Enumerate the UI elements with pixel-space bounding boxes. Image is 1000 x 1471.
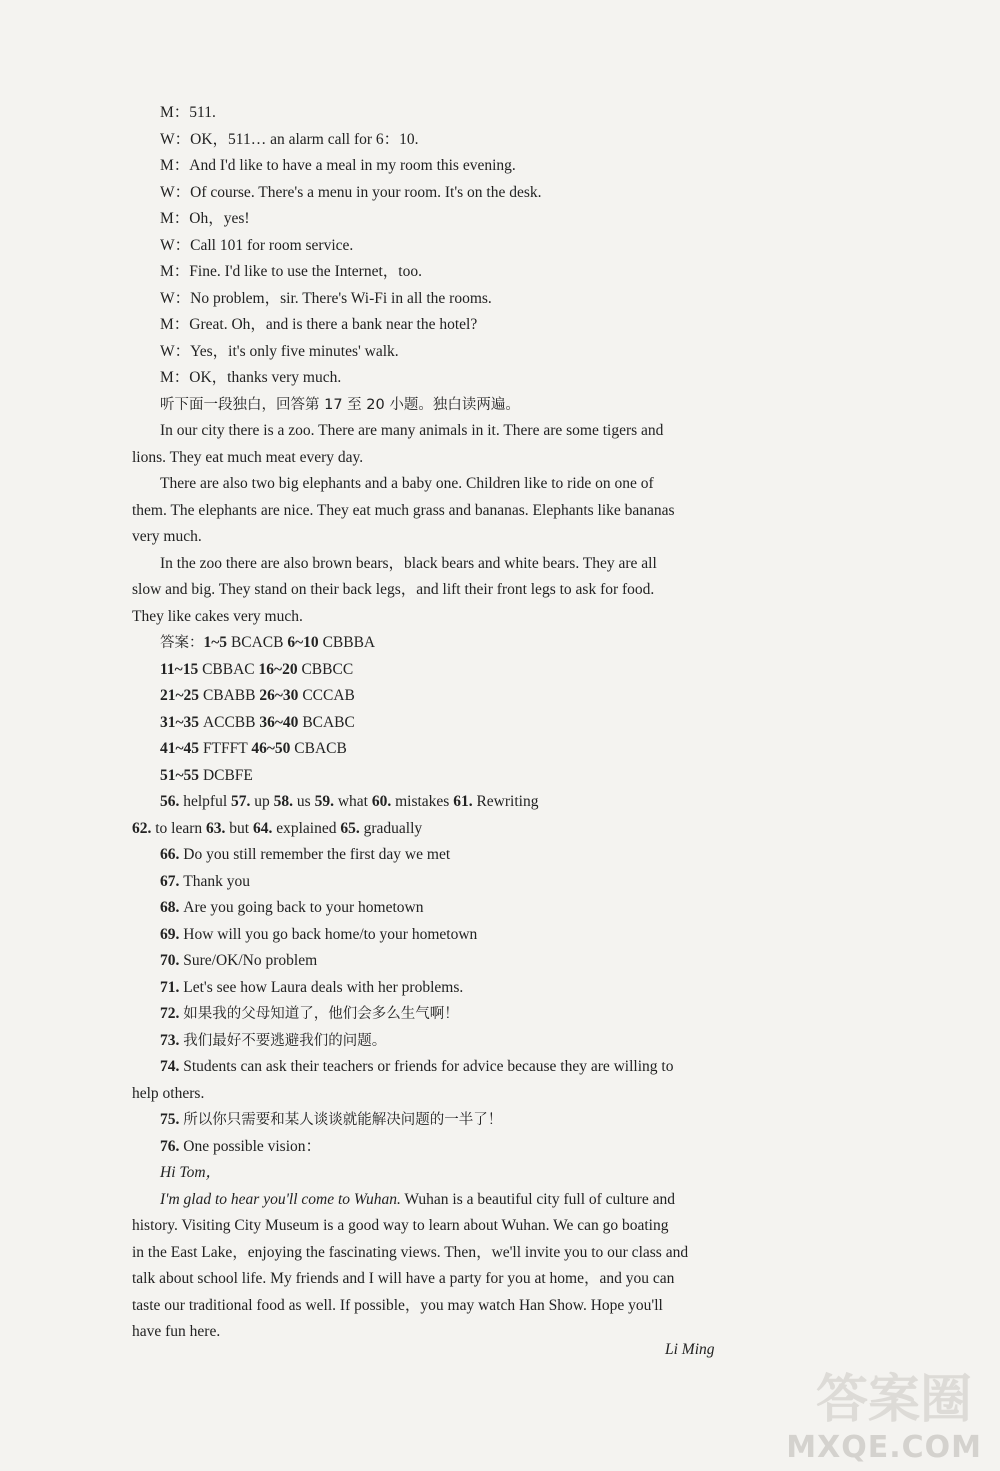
item-text: 如果我的父母知道了，他们会多么生气啊！ — [183, 1006, 459, 1022]
item-number: 62. — [132, 819, 156, 837]
answer-range: 21~25 — [160, 687, 203, 704]
answer-letters: CBABB — [202, 687, 256, 704]
item-text: How will you go back home/to your hometown — [183, 925, 478, 943]
item-text: Students can ask their teachers or friends for advice because they are willing to — [183, 1058, 674, 1075]
answer-letters: DCBFE — [202, 766, 253, 784]
answer-item — [160, 951, 317, 971]
letter-signature: Li Ming — [665, 1341, 715, 1358]
item-number: 70. — [160, 952, 184, 969]
answer-item — [160, 1031, 386, 1051]
item-number: 57. — [231, 793, 255, 810]
item-answer: what — [337, 793, 368, 810]
dialogue-line: M：511. — [160, 104, 216, 121]
item-answer: mistakes — [395, 793, 450, 810]
item-text: One possible vision： — [183, 1137, 322, 1155]
item-number: 60. — [371, 793, 396, 810]
item-text: 所以你只需要和某人谈谈就能解决问题的一半了！ — [183, 1112, 503, 1128]
answer-letters: CBACB — [294, 740, 347, 757]
letter-line: talk about school life. My friends and I will have a party for you at home，and you can — [132, 1270, 675, 1287]
dialogue-line: W：Of course. There's a menu in your room. It's on the desk. — [160, 183, 542, 201]
item-number: 75. — [160, 1111, 184, 1128]
answer-item — [160, 1057, 673, 1077]
answer-letters: CBBBA — [322, 634, 376, 651]
watermark-url: MXQE.COM — [786, 1430, 982, 1465]
watermark — [737, 1357, 982, 1467]
letter-greeting: Hi Tom， — [160, 1164, 222, 1181]
paragraph-line: them. The elephants are nice. They eat much grass and bananas. Elephants like bananas — [132, 501, 675, 519]
answer-item — [160, 872, 250, 892]
item-number: 73. — [160, 1031, 184, 1049]
answer-range: 16~20 — [258, 660, 302, 678]
letter-line: in the East Lake，enjoying the fascinating views. Then，we'll invite you to our class and — [132, 1243, 689, 1261]
answer-item — [160, 1110, 502, 1130]
fill-answers-line — [160, 792, 538, 812]
item-text: 我们最好不要逃避我们的问题。 — [183, 1032, 387, 1049]
paragraph-first-line: In the zoo there are also brown bears，black bears and white bears. They are all — [160, 554, 657, 572]
item-number: 61. — [453, 793, 477, 810]
dialogue-line: M：OK，thanks very much. — [160, 369, 342, 386]
dialogue-line: M：Oh，yes! — [160, 210, 250, 227]
item-text: Do you still remember the first day we met — [183, 846, 451, 863]
dialogue-line: W：No problem，sir. There's Wi-Fi in all the rooms. — [160, 289, 492, 307]
item-text: Let's see how Laura deals with her problems. — [183, 978, 464, 996]
item-number: 68. — [160, 899, 184, 916]
paragraph-line: very much. — [132, 528, 202, 545]
letter-line: have fun here. — [132, 1323, 221, 1340]
paragraph-first-line: In our city there is a zoo. There are many animals in it. There are some tigers and — [160, 422, 664, 439]
answer-row — [160, 739, 347, 759]
answer-range: 46~50 — [251, 740, 295, 757]
watermark-logo: 答案圈 — [815, 1370, 972, 1430]
item-number: 65. — [340, 819, 364, 837]
item-text: Sure/OK/No problem — [183, 952, 318, 969]
dialogue-line: M：And I'd like to have a meal in my room this evening. — [160, 157, 516, 174]
paragraph-line: slow and big. They stand on their back legs，and lift their front legs to ask for food. — [132, 581, 655, 598]
letter-first-line — [160, 1190, 675, 1210]
answer-range: 51~55 — [160, 766, 203, 784]
item-answer: explained — [276, 819, 337, 837]
fill-answers-line — [132, 819, 422, 839]
item-number: 74. — [160, 1058, 184, 1075]
monologue-instruction: 听下面一段独白，回答第 17 至 20 小题。独白读两遍。 — [160, 396, 520, 413]
answer-item — [160, 845, 450, 865]
answer-range: 41~45 — [160, 740, 203, 757]
answer-range: 31~35 — [160, 713, 203, 731]
answer-letters: ACCBB — [202, 713, 256, 731]
paragraph-line: lions. They eat much meat every day. — [132, 448, 364, 466]
item-number: 72. — [160, 1005, 184, 1022]
item-number: 64. — [252, 819, 277, 837]
item-text: Are you going back to your hometown — [183, 899, 424, 916]
answer-item — [160, 1137, 321, 1157]
answer-row — [160, 713, 355, 733]
dialogue-line: W：OK，511… an alarm call for 6：10. — [160, 130, 419, 148]
answer-row — [160, 633, 375, 653]
answer-range: 36~40 — [259, 713, 303, 731]
answer-item — [160, 898, 423, 918]
letter-opening: I'm glad to hear you'll come to Wuhan. — [160, 1190, 401, 1208]
answer-item-continuation: help others. — [132, 1084, 205, 1102]
item-answer: gradually — [363, 819, 423, 837]
item-number: 76. — [160, 1137, 184, 1155]
dialogue-line: M：Great. Oh，and is there a bank near the hotel? — [160, 316, 478, 333]
answer-item — [160, 1004, 459, 1024]
dialogue-line: W：Yes，it's only five minutes' walk. — [160, 342, 399, 360]
item-number: 63. — [206, 819, 230, 837]
item-number: 66. — [160, 846, 184, 863]
answer-range: 1~5 — [203, 634, 231, 651]
item-answer: but — [229, 819, 250, 837]
paragraph-line: They like cakes very much. — [132, 607, 303, 625]
answer-letters: CBBAC — [202, 660, 255, 678]
answer-letters: FTFFT — [202, 740, 248, 757]
letter-text: Wuhan is a beautiful city full of culture and — [400, 1190, 675, 1208]
item-answer: Rewriting — [476, 793, 539, 810]
item-number: 58. — [273, 793, 297, 810]
answer-letters: CCCAB — [302, 687, 355, 704]
answer-row — [160, 766, 253, 786]
answer-row — [160, 660, 353, 680]
answer-letters: CBBCC — [301, 660, 354, 678]
item-number: 56. — [160, 793, 184, 810]
answer-range: 11~15 — [160, 660, 203, 678]
answer-item — [160, 978, 463, 998]
answer-prefix: 答案： — [160, 635, 204, 651]
dialogue-line: W：Call 101 for room service. — [160, 236, 354, 254]
answer-range: 26~30 — [259, 687, 303, 704]
answer-row — [160, 686, 355, 706]
paragraph-first-line: There are also two big elephants and a baby one. Children like to ride on one of — [160, 475, 654, 492]
answer-range: 6~10 — [287, 634, 323, 651]
item-number: 67. — [160, 872, 184, 890]
dialogue-line: M：Fine. I'd like to use the Internet，too. — [160, 263, 422, 280]
answer-item — [160, 925, 477, 945]
item-answer: helpful — [183, 793, 228, 810]
item-answer: up — [254, 793, 270, 810]
item-number: 71. — [160, 978, 184, 996]
item-answer: to learn — [155, 819, 203, 837]
answer-letters: BCABC — [302, 713, 355, 731]
letter-line: history. Visiting City Museum is a good way to learn about Wuhan. We can go boating — [132, 1217, 669, 1234]
letter-line: taste our traditional food as well. If possible，you may watch Han Show. Hope you'll — [132, 1296, 663, 1314]
item-text: Thank you — [183, 872, 250, 890]
item-answer: us — [296, 793, 311, 810]
item-number: 69. — [160, 925, 184, 943]
item-number: 59. — [314, 793, 338, 810]
answer-letters: BCACB — [230, 634, 284, 651]
